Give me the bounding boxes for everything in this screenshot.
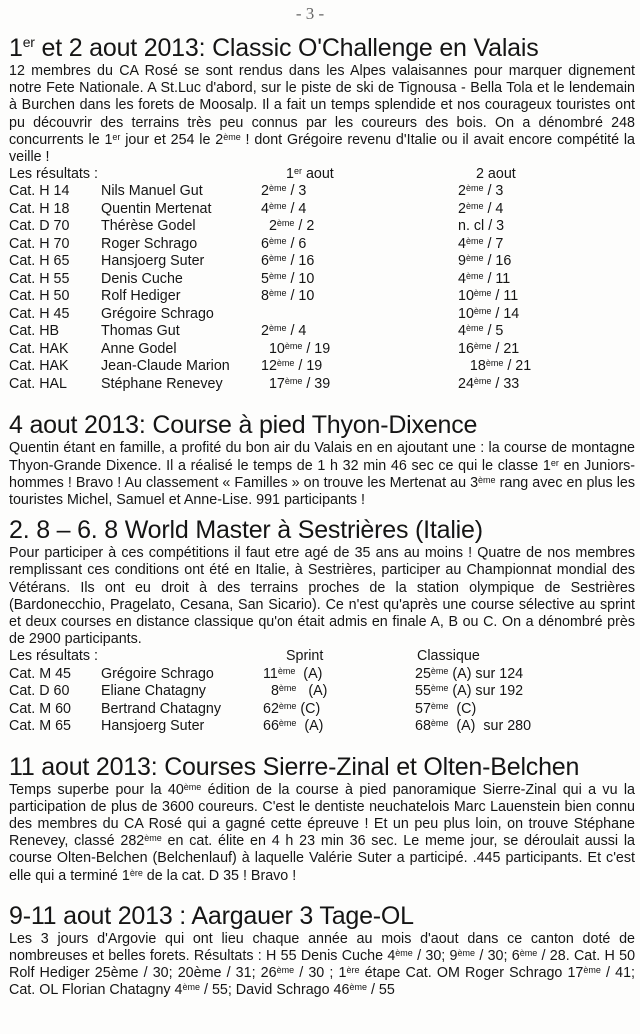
section-paragraph — [9, 63, 635, 166]
text-run: en cat. élite en 4 h 23 min 36 sec. Le meme jour, se déroulait aussi la course Olten-Belchen (Belchenlauf) à laquelle Valérie Suter a participé. .445 participants. Et c'est elle qui a terminé 1 — [9, 833, 635, 884]
result-cell-1: 66ème (A) — [263, 718, 324, 735]
name-cell: Roger Schrago — [101, 235, 198, 252]
text-run: édition de la course à pied panoramique Sierre-Zinal qui a vu la participation de plus de 3600 coureurs. C'est le dentiste neuchatelois Marc Lauenstein bien connu des membres du CA Rosé qui a gagné cette épreuve ! Et un peu plus loin, on trouve Stéphane Renevey, classé 282 — [9, 781, 635, 850]
category-cell: Cat. H 65 — [9, 253, 70, 270]
section-title-world-master: 2. 8 – 6. 8 World Master à Sestrières (Italie) — [9, 516, 483, 545]
category-cell: Cat. H 18 — [9, 200, 70, 217]
text-run: / 30 ; 1 — [294, 965, 347, 982]
category-cell: Cat. H 70 — [9, 235, 70, 252]
name-cell: Quentin Mertenat — [101, 200, 212, 217]
title-text: et 2 aout 2013: Classic O'Challenge en Valais — [34, 34, 539, 62]
section-paragraph — [9, 440, 635, 509]
name-cell: Rolf Hediger — [101, 288, 181, 305]
category-cell: Cat. M 45 — [9, 665, 71, 682]
result-cell-2: 68ème (A) sur 280 — [415, 718, 532, 735]
text-run: / 55 — [366, 982, 395, 999]
result-cell-1: 17ème / 39 — [261, 375, 331, 392]
superscript: ème — [183, 781, 202, 792]
column-header-sprint: Sprint — [286, 648, 324, 665]
text-run: jour et 254 le 2 — [120, 131, 224, 148]
superscript: ème — [519, 948, 538, 959]
result-cell-1: 8ème (A) — [263, 683, 328, 700]
superscript: ère — [346, 965, 360, 976]
text-run: / 30; 6 — [475, 948, 520, 965]
result-row — [9, 218, 635, 236]
title-number: 1 — [9, 34, 23, 62]
section-paragraph — [9, 931, 635, 1000]
result-cell-2: 2ème / 3 — [458, 183, 504, 200]
column-header-day2: 2 aout — [476, 166, 516, 183]
name-cell: Grégoire Schrago — [101, 305, 214, 322]
superscript: ème — [182, 982, 201, 993]
name-cell: Bertrand Chatagny — [101, 700, 222, 717]
results-label: Les résultats : — [9, 648, 98, 665]
result-row — [9, 376, 635, 394]
result-cell-2: 16ème / 21 — [458, 340, 520, 357]
text-run: Quentin étant en famille, a profité du bon air du Valais en en ajoutant une : la course de montagne Thyon-Grande Dixence. Il a réalisé le temps de 1 h 32 min 46 sec ce qui le classe 1 — [9, 440, 635, 474]
superscript: ème — [457, 948, 476, 959]
superscript: ème — [349, 982, 367, 993]
result-row — [9, 683, 635, 701]
result-cell-2: 10ème / 14 — [458, 305, 520, 322]
result-cell-1: 6ème / 16 — [261, 253, 315, 270]
results-label: Les résultats : — [9, 166, 98, 183]
category-cell: Cat. D 70 — [9, 218, 70, 235]
section-title-classic-ochallenge — [9, 34, 635, 63]
category-cell: Cat. HB — [9, 323, 60, 340]
result-row — [9, 253, 635, 271]
text-run: de la cat. D 35 ! Bravo ! — [142, 867, 297, 884]
name-cell: Anne Godel — [101, 340, 177, 357]
superscript: ème — [395, 948, 413, 959]
result-cell-2: 10ème / 11 — [458, 288, 519, 305]
result-row — [9, 701, 635, 719]
text-run: / 41; Cat. OL Florian Chatagny 4 — [9, 965, 636, 999]
superscript: er — [112, 131, 121, 142]
name-cell: Denis Cuche — [101, 270, 183, 287]
section-title-thyon-dixence: 4 aout 2013: Course à pied Thyon-Dixence — [9, 411, 478, 440]
result-row — [9, 288, 635, 306]
result-row — [9, 666, 635, 684]
category-cell: Cat. M 65 — [9, 718, 71, 735]
text-run: étape Cat. OM Roger Schrago 17 — [359, 965, 584, 982]
text-run: Temps superbe pour la 40 — [9, 781, 184, 798]
name-cell: Jean-Claude Marion — [101, 358, 230, 375]
results-header-row — [9, 648, 635, 665]
result-cell-1: 8ème / 10 — [261, 288, 315, 305]
result-cell-2: 24ème / 33 — [458, 375, 520, 392]
result-cell-2: 4ème / 5 — [458, 323, 504, 340]
result-cell-2: 55ème (A) sur 192 — [415, 683, 524, 700]
section-paragraph — [9, 782, 635, 885]
result-row — [9, 306, 635, 324]
category-cell: Cat. H 45 — [9, 305, 70, 322]
column-header-day1: 1er aout — [286, 166, 334, 183]
superscript: ème — [223, 131, 241, 142]
result-row — [9, 201, 635, 219]
document-page — [9, 34, 635, 1000]
superscript: ème — [144, 833, 162, 844]
superscript: ème — [276, 965, 295, 976]
name-cell: Thomas Gut — [101, 323, 180, 340]
section-paragraph — [9, 545, 635, 648]
name-cell: Thérèse Godel — [101, 218, 196, 235]
text-run: / 28. Cat. H 50 Rolf Hediger 25ème / 30; 20ème / 31; 26 — [9, 948, 636, 982]
superscript: ème — [478, 474, 496, 485]
text-run: / 30; 9 — [412, 948, 458, 965]
result-row — [9, 358, 635, 376]
result-row — [9, 236, 635, 254]
result-cell-2: n. cl / 3 — [458, 218, 505, 235]
result-cell-1: 62ème (C) — [263, 700, 321, 717]
text-run: en Juniors-hommes ! Bravo ! Au classement « Familles » on trouve les Mertenat au 3 — [9, 457, 635, 491]
results-header-row — [9, 166, 635, 183]
name-cell: Nils Manuel Gut — [101, 183, 203, 200]
category-cell: Cat. M 60 — [9, 700, 71, 717]
superscript: ème — [583, 965, 601, 976]
result-cell-1: 6ème / 6 — [261, 235, 307, 252]
result-cell-1 — [261, 306, 458, 324]
name-cell: Hansjoerg Suter — [101, 253, 205, 270]
result-cell-2: 18ème / 21 — [458, 358, 532, 375]
result-row — [9, 341, 635, 359]
text-run: / 55; David Schrago 46 — [200, 982, 350, 999]
result-row — [9, 718, 635, 736]
section-title-aargauer: 9-11 aout 2013 : Aargauer 3 Tage-OL — [9, 901, 414, 930]
result-cell-2: 4ème / 7 — [458, 235, 504, 252]
result-cell-1: 2ème / 2 — [261, 218, 315, 235]
superscript: ère — [129, 867, 143, 878]
results-table-valais — [9, 166, 635, 393]
category-cell: Cat. H 14 — [9, 183, 70, 200]
name-cell: Stéphane Renevey — [101, 375, 223, 392]
results-table-sestrieres — [9, 648, 635, 735]
name-cell: Grégoire Schrago — [101, 665, 214, 682]
category-cell: Cat. D 60 — [9, 683, 70, 700]
text-run: ! dont Grégoire revenu d'Italie ou il avait encore compétité la veille ! — [9, 131, 635, 166]
page-number: - 3 - — [295, 4, 325, 23]
result-cell-1: 2ème / 4 — [261, 323, 307, 340]
result-row — [9, 323, 635, 341]
result-cell-1: 4ème / 4 — [261, 200, 307, 217]
text-run: Les 3 jours d'Argovie qui ont lieu chaque année au mois d'aout dans ce canton doté de nombreuses et belles forets. Résultats : H 55 Denis Cuche 4 — [9, 930, 635, 965]
result-cell-2: 25ème (A) sur 124 — [415, 665, 524, 682]
text-run: 12 membres du CA Rosé se sont rendus dans les Alpes valaisannes pour marquer dignement notre Fete Nationale. A St.Luc d'abord, sur le piste de ski de Tignousa - Bella Tola et le lendemain à Burchen dans les forets de Moosalp. Il a fait un temps splendide et nos courageux touristes ont pu découvrir des terrains très peu connus par les coureurs des bois. On a dénombré 248 concurrents le 1 — [9, 63, 635, 148]
result-row — [9, 183, 635, 201]
category-cell: Cat. H 50 — [9, 288, 70, 305]
text-run: rang avec en plus les touristes Michel, Samuel et Anne-Lise. 991 participants ! — [9, 474, 635, 509]
title-superscript: er — [22, 34, 35, 50]
result-cell-1: 5ème / 10 — [261, 270, 315, 287]
result-row — [9, 271, 635, 289]
result-cell-1: 11ème (A) — [263, 665, 323, 682]
text-run: Pour participer à ces compétitions il faut etre agé de 35 ans au moins ! Quatre de nos membres remplissant ces conditions ont été en Italie, à Sestrières, participer au Championnat mondial des Vétérans. Ils ont eu droit à des terrains proches de la station olympique de Sestrières (Bardonecchio, Pragelato, Cesana, San Sicario). Ce n'est qu'après une course sélective au sprint et deux courses en distance classique qu'on était admis en finale A, B ou C. On a dénombré près de 2900 participants. — [9, 545, 635, 648]
category-cell: Cat. HAL — [9, 375, 68, 392]
result-cell-2: 9ème / 16 — [458, 253, 512, 270]
result-cell-2: 57ème (C) — [415, 700, 477, 717]
column-header-classique: Classique — [417, 648, 480, 665]
superscript: er — [550, 457, 559, 468]
result-cell-2: 2ème / 4 — [458, 200, 504, 217]
category-cell: Cat. HAK — [9, 358, 69, 375]
result-cell-2: 4ème / 11 — [458, 270, 511, 287]
result-cell-1: 2ème / 3 — [261, 183, 307, 200]
category-cell: Cat. HAK — [9, 340, 69, 357]
category-cell: Cat. H 55 — [9, 270, 70, 287]
result-cell-1: 12ème / 19 — [261, 358, 323, 375]
name-cell: Hansjoerg Suter — [101, 718, 205, 735]
section-title-sierre-zinal: 11 aout 2013: Courses Sierre-Zinal et Olten-Belchen — [9, 752, 580, 781]
result-cell-1: 10ème / 19 — [261, 340, 331, 357]
name-cell: Eliane Chatagny — [101, 683, 206, 700]
